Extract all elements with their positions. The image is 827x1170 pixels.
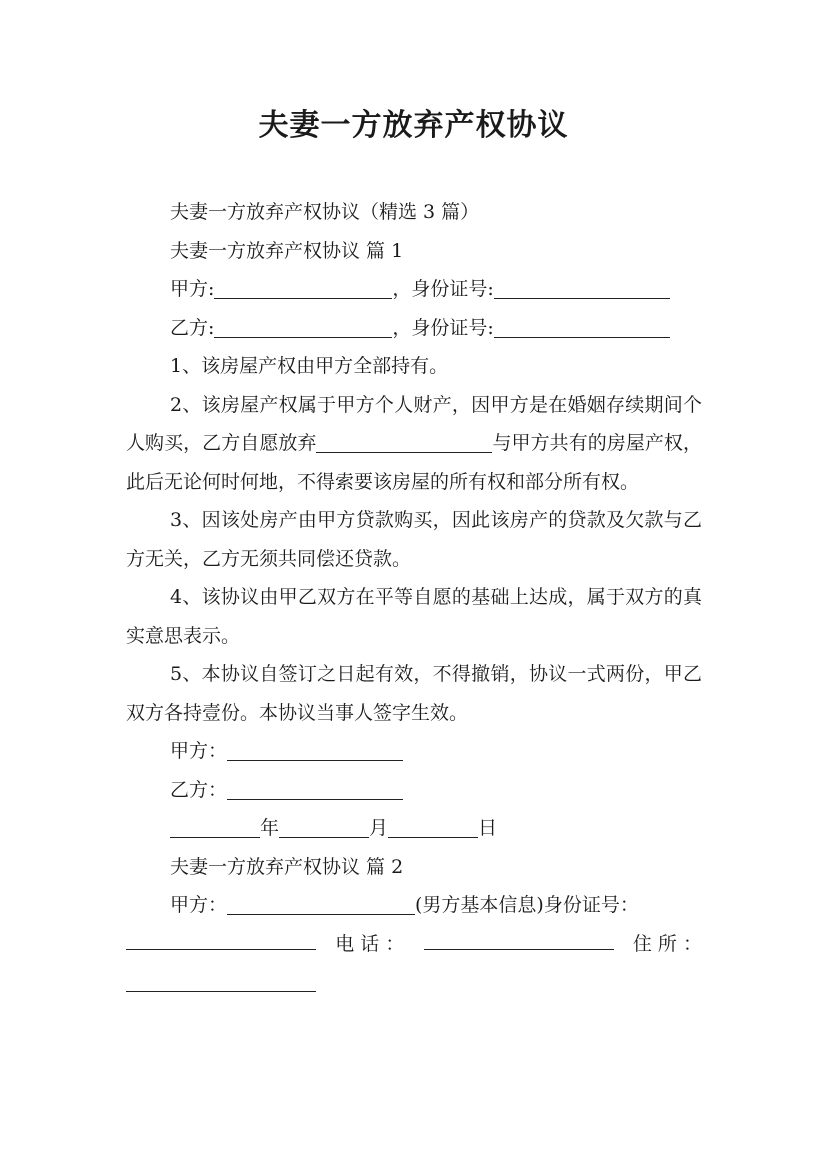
party-b-name-blank[interactable] xyxy=(214,315,392,338)
phone-blank[interactable] xyxy=(424,927,614,950)
clause-3: 3、因该处房产由甲方贷款购买，因此该房产的贷款及欠款与乙方无关，乙方无须共同偿还贷款。 xyxy=(126,509,702,570)
party-b-label: 乙方: xyxy=(170,316,215,339)
subtitle: 夫妻一方放弃产权协议（精选 3 篇） xyxy=(170,201,480,223)
sign-a-label: 甲方： xyxy=(170,740,228,762)
sign-b-blank[interactable] xyxy=(227,777,403,800)
document-title: 夫妻一方放弃产权协议 xyxy=(258,108,569,143)
id-label: ，身份证号: xyxy=(392,278,494,300)
address-blank[interactable] xyxy=(126,969,316,992)
part2-party-a-label: 甲方： xyxy=(170,894,228,916)
party-a-line xyxy=(126,270,702,309)
part1-heading: 夫妻一方放弃产权协议 篇 1 xyxy=(170,239,404,262)
address-label: 住 所 ： xyxy=(632,932,702,955)
day-blank[interactable] xyxy=(388,815,478,838)
clause-2-blank[interactable] xyxy=(316,430,492,453)
sign-b-label: 乙方： xyxy=(170,778,228,801)
part2-heading: 夫妻一方放弃产权协议 篇 2 xyxy=(170,855,404,878)
party-a-label: 甲方: xyxy=(170,278,215,300)
id-number-blank[interactable] xyxy=(126,927,316,950)
party-a-name-blank[interactable] xyxy=(214,276,392,299)
clause-2 xyxy=(126,386,702,502)
sign-a-blank[interactable] xyxy=(227,738,403,761)
part2-party-a-blank[interactable] xyxy=(227,892,415,915)
male-info-label: (男方基本信息)身份证号： xyxy=(415,894,639,916)
month-blank[interactable] xyxy=(279,815,369,838)
clause-2-text-after: 与甲方共有的房屋产权，此后无论何时何地，不得索要该房屋的所有权和部分所有权。 xyxy=(126,432,702,493)
phone-label: 电 话 ： xyxy=(335,932,405,955)
part2-party-a-line xyxy=(126,886,702,925)
clause-1: 1、该房屋产权由甲方全部持有。 xyxy=(170,355,449,377)
month-label: 月 xyxy=(369,817,389,839)
document-body xyxy=(126,193,702,1002)
id-label: ，身份证号: xyxy=(392,316,494,339)
date-line xyxy=(126,809,702,848)
address-line xyxy=(126,963,702,1002)
sign-b-line xyxy=(126,771,702,810)
party-a-id-blank[interactable] xyxy=(494,276,670,299)
party-b-id-blank[interactable] xyxy=(494,315,670,338)
day-label: 日 xyxy=(478,817,498,839)
part2-contact-line xyxy=(126,925,702,964)
clause-4: 4、该协议由甲乙双方在平等自愿的基础上达成，属于双方的真实意思表示。 xyxy=(126,586,702,647)
year-blank[interactable] xyxy=(170,815,260,838)
clause-2-text-before: 2、该房屋产权属于甲方个人财产，因甲方是在婚姻存续期间个人购买，乙方自愿放弃 xyxy=(126,393,702,454)
year-label: 年 xyxy=(260,817,280,839)
sign-a-line xyxy=(126,732,702,771)
clause-5: 5、本协议自签订之日起有效，不得撤销，协议一式两份，甲乙双方各持壹份。本协议当事人签字生效。 xyxy=(126,663,702,724)
party-b-line xyxy=(126,309,702,348)
